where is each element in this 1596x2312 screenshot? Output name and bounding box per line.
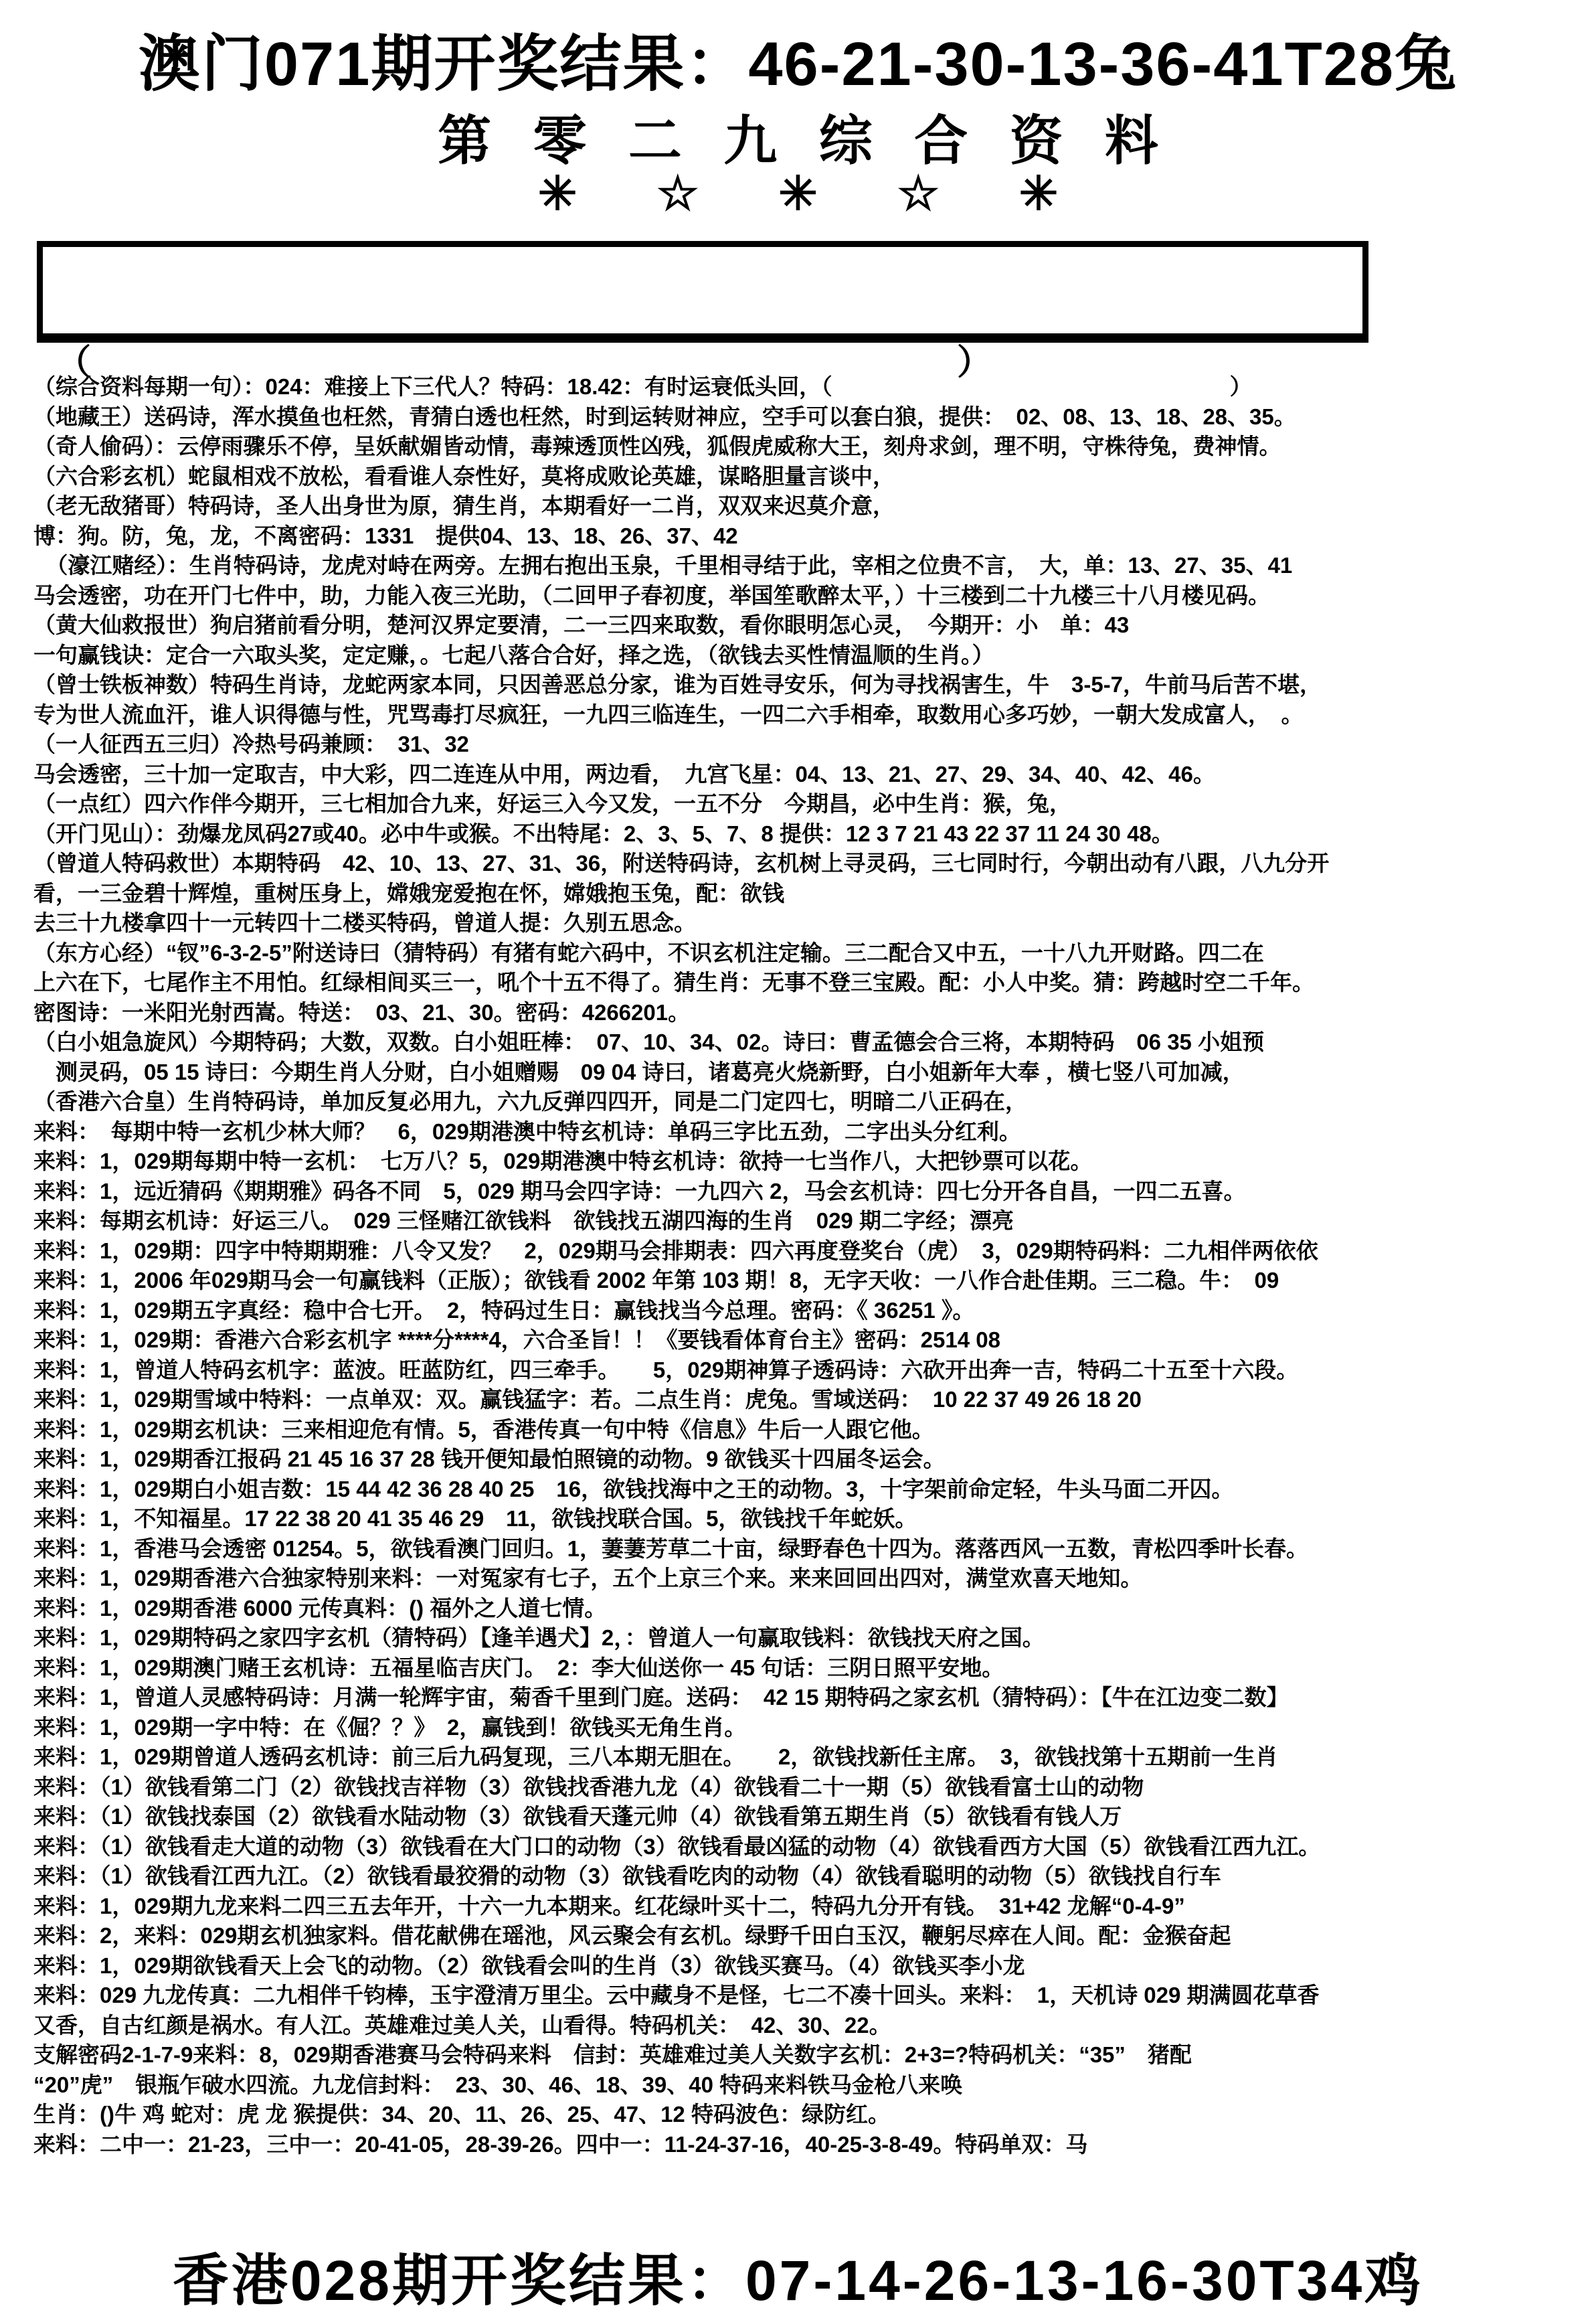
solid-star-icon: ✳ — [778, 167, 897, 220]
text-line: （奇人偷码）：云停雨骤乐不停，呈妖献媚皆动情，毒辣透顶性凶残，狐假虎威称大王，刻舟求剑，理不明，守株待兔，费神情。 — [33, 434, 1281, 459]
text-line: 来料：1，029期特码之家四字玄机（猜特码）【逢羊遇犬】2，：曾道人一句赢取钱料：欲钱找天府之国。 — [33, 1625, 1045, 1650]
hk-result-footer: 香港028期开奖结果：07-14-26-13-16-30T34鸡 — [172, 2249, 1424, 2312]
text-line: 来料：1，曾道人特码玄机字：蓝波。旺蓝防红，四三牵手。 5，029期神算子透码诗：六砍开出奔一吉，特码二十五至十六段。 — [33, 1357, 1299, 1382]
text-line: 来料： 每期中特一玄机少林大师？ 6，029期港澳中特玄机诗：单码三字比五劲，二字出头分红利。 — [33, 1119, 1021, 1144]
notice-box — [37, 241, 1368, 343]
text-line: （曾道人特码救世）本期特码 42、10、13、27、31、36，附送特码诗，玄机树上寻灵码，三七同时行，今朝出动有八跟，八九分开 — [33, 851, 1330, 876]
text-line: 来料：1，029期：香港六合彩玄机字 ****分****4，六合圣旨！！《要钱看体育台主》密码：2514 08 — [33, 1327, 1000, 1352]
text-line: （白小姐急旋风）今期特码；大数，双数。白小姐旺棒： 07、10、34、02。诗曰：曹孟德会合三将，本期特码 06 35 小姐预 — [33, 1029, 1265, 1054]
text-line: 来料：1，029期一字中特：在《倔？？》 2，赢钱到！欲钱买无角生肖。 — [33, 1714, 747, 1740]
text-line: （老无敌猪哥）特码诗，圣人出身世为原，猜生肖，本期看好一二肖，双双来迟莫介意， — [33, 493, 895, 518]
text-line: 来料：1，029期雪域中特料：一点单双：双。赢钱猛字：若。二点生肖：虎兔。雪域送码： 10 22 37 49 26 18 20 — [33, 1387, 1142, 1412]
text-line: （开门见山）：劲爆龙凤码27或40。必中牛或猴。不出特尾：2、3、5、7、8 提供：12 3 7 21 43 22 37 11 24 30 48。 — [33, 821, 1174, 846]
outline-star-icon: ☆ — [656, 167, 779, 220]
text-line: 来料：1，029期玄机诀：三来相迎危有情。5，香港传真一句中特《信息》牛后一人跟它他。 — [33, 1416, 934, 1442]
text-line: 来料：1，029期白小姐吉数：15 44 42 36 28 40 25 16，欲钱找海中之王的动物。3，十字架前命定轻，牛头马面二开囚。 — [33, 1476, 1234, 1501]
text-line: 来料：（1）欲钱看走大道的动物（3）欲钱看在大门口的动物（3）欲钱看最凶猛的动物（4）欲钱看西方大国（5）欲钱看江西九江。 — [33, 1833, 1321, 1859]
outline-star-icon: ☆ — [897, 167, 1019, 220]
text-line: 来料：1，029期：四字中特期期雅：八令又发？ 2，029期马会排期表：四六再度登奖台（虎） 3，029期特码料：二九相伴两依依 — [33, 1238, 1318, 1263]
paren-left: （ — [56, 343, 92, 382]
solid-star-icon: ✳ — [1018, 167, 1138, 220]
text-line: 来料：每期玄机诗：好运三八。 029 三怪赌江欲钱料 欲钱找五湖四海的生肖 029 期二字经；漂亮 — [33, 1208, 1014, 1233]
macau-result-title: 澳门071期开奖结果：46-21-30-13-36-41T28兔 — [138, 30, 1458, 98]
text-line: 来料：（1）欲钱看第二门（2）欲钱找吉祥物（3）欲钱找香港九龙（4）欲钱看二十一期（5）欲钱看富士山的动物 — [33, 1774, 1144, 1799]
text-line: （黄大仙救报世）狗启猪前看分明，楚河汉界定要清，二一三四来取数，看你眼明怎心灵， 今期开：小 单：43 — [33, 612, 1130, 637]
text-line: 来料：1，029期曾道人透码玄机诗：前三后九码复现，三八本期无胆在。 2，欲钱找新任主席。 3，欲钱找第十五期前一生肖 — [33, 1744, 1278, 1769]
text-line: 来料：二中一：21-23，三中一：20-41-05，28-39-26。四中一：11-24-37-16，40-25-3-8-49。特码单双：马 — [33, 2131, 1088, 2157]
text-line: （东方心经）“钗”6-3-2-5”附送诗曰（猜特码）有猪有蛇六码中，不识玄机注定输。三二配合又中五，一十八九开财路。四二在 — [33, 940, 1264, 965]
text-line: 测灵码，05 15 诗曰：今期生肖人分财，白小姐赠赐 09 04 诗曰，诸葛亮火烧新野，白小姐新年大奉 ，横七竖八可加减， — [33, 1059, 1245, 1084]
text-line: 来料：1，029期九龙来料二四三五去年开，十六一九本期来。红花绿叶买十二，特码九分开有钱。 31+42 龙解“0-4-9” — [33, 1893, 1185, 1918]
text-line: 来料：（1）欲钱看江西九江。（2）欲钱看最狡猾的动物（3）欲钱看吃肉的动物（4）欲钱看聪明的动物（5）欲钱找自行车 — [33, 1864, 1221, 1888]
text-line: （香港六合皇）生肖特码诗，单加反复必用九，六九反弹四四开，同是二门定四七，明暗二八正码在， — [33, 1089, 1027, 1114]
text-line: 来料：1，029期香港六合独家特别来料：一对冤家有七子，五个上京三个来。来来回回出四对，满堂欢喜天地知。 — [33, 1566, 1143, 1590]
text-line: 来料：1，029期香江报码 21 45 16 37 28 钱开便知最怕照镜的动物。9 欲钱买十四届冬运会。 — [33, 1447, 946, 1471]
text-line: 来料：1，029期香港 6000 元传真料：() 福外之人道七情。 — [33, 1595, 607, 1621]
text-line: 博：狗。防，兔，龙，不离密码：1331 提供04、13、18、26、37、42 — [33, 523, 738, 548]
text-line: 去三十九楼拿四十一元转四十二楼买特码，曾道人提：久别五思念。 — [33, 910, 696, 935]
text-line: （曾士铁板神数）特码生肖诗，龙蛇两家本同，只因善恶总分家，谁为百姓寻安乐，何为寻找祸害生，牛 3-5-7，牛前马后苦不堪， — [33, 672, 1322, 697]
text-line: 上六在下，七尾作主不用怕。红绿相间买三一，吼个十五不得了。猜生肖：无事不登三宝殿。配：小人中奖。猜：跨越时空二千年。 — [33, 970, 1314, 995]
text-line: 来料：1，029期五字真经：稳中合七开。 2，特码过生日：赢钱找当今总理。密码：《 36251 》。 — [33, 1297, 975, 1323]
text-line: 看，一三金碧十辉煌，重树压身上，嫦娥宠爱抱在怀，嫦娥抱玉兔，配：欲钱 — [33, 880, 784, 906]
text-line: 来料：1，029期每期中特一玄机： 七万八？5，029期港澳中特玄机诗：欲持一七当作八，大把钞票可以花。 — [33, 1149, 1093, 1173]
paren-right: ） — [957, 343, 992, 382]
text-line: 来料：1，不知福星。17 22 38 20 41 35 46 29 11，欲钱找联合国。5，欲钱找千年蛇妖。 — [33, 1506, 917, 1531]
text-line: “20”虎” 银瓶乍破水四流。九龙信封料： 23、30、46、18、39、40 特码来料铁马金枪八来唤 — [33, 2072, 963, 2097]
text-line: 来料：2，来料：029期玄机独家料。借花献佛在瑶池，风云聚会有玄机。绿野千田白玉汉，鞭躬尽瘁在人间。配：金猴奋起 — [33, 1923, 1231, 1948]
decor-stars — [0, 166, 1596, 221]
text-line: 马会透密，三十加一定取吉，中大彩，四二连连从中用，两边看， 九宫飞星：04、13、21、27、29、34、40、42、46。 — [33, 761, 1215, 787]
text-line: 马会透密，功在开门七件中，助，力能入夜三光助，（二回甲子春初度，举国笙歌醉太平，）十三楼到二十九楼三十八月楼见码。 — [33, 582, 1270, 608]
text-line: 来料：1，远近猜码《期期雅》码各不同 5，029 期马会四字诗：一九四六 2，马会玄机诗：四七分开各自昌，一四二五喜。 — [33, 1178, 1246, 1204]
text-line: 来料：029 九龙传真：二九相伴千钧棒，玉宇澄清万里尘。云中藏身不是怪，七二不凑十回头。来料： 1，天机诗 029 期满圆花草香 — [33, 1983, 1320, 2007]
text-line: 来料：1，2006 年029期马会一句赢钱料（正版）；欲钱看 2002 年第 103 期！8，无字天收：一八作合赴佳期。三二稳。牛： 09 — [33, 1268, 1279, 1293]
text-line: （六合彩玄机）蛇鼠相戏不放松，看看谁人奈性好，莫将成败论英雄，谋略胆量言谈中， — [33, 463, 895, 489]
text-line: （综合资料每期一句）：024：难接上下三代人？特码：18.42：有时运衰低头回，（ ） — [33, 374, 1252, 399]
text-line: 专为世人流血汗，谁人识得德与性，咒骂毒打尽疯狂，一九四三临连生，一四二六手相牵，取数用心多巧妙，一朝大发成富人， 。 — [33, 701, 1304, 727]
issue-title: 第零二九综合资料 — [438, 111, 1201, 171]
text-line: 来料：1，香港马会透密 01254。5，欲钱看澳门回归。1，萋萋芳草二十亩，绿野春色十四为。落落西风一五数，青松四季叶长春。 — [33, 1536, 1308, 1561]
text-line: 又香，自古红颜是祸水。有人江。英雄难过美人关，山看得。特码机关： 42、30、22。 — [33, 2012, 891, 2038]
text-line: （一点红）四六作伴今期开，三七相加合九来，好运三入今又发，一五不分 今期昌，必中生肖：猴，兔， — [33, 791, 1071, 816]
text-line: 来料：（1）欲钱找泰国（2）欲钱看水陆动物（3）欲钱看天蓬元帅（4）欲钱看第五期生肖（5）欲钱看有钱人万 — [33, 1804, 1122, 1829]
text-line: 来料：1，029期欲钱看天上会飞的动物。（2）欲钱看会叫的生肖（3）欲钱买赛马。（4）欲钱买李小龙 — [33, 1953, 1025, 1978]
text-line: （濠江赌经）：生肖特码诗，龙虎对峙在两旁。左拥右抱出玉泉，千里相寻结于此，宰相之位贵不言， 大，单：13、27、35、41 — [33, 553, 1293, 578]
text-line: 密图诗：一米阳光射西嵩。特送： 03、21、30。密码：4266201。 — [33, 999, 691, 1025]
text-line: 生肖：()牛 鸡 蛇对：虎 龙 猴提供：34、20、11、26、25、47、12 特码波色：绿防红。 — [33, 2102, 890, 2127]
text-line: 来料：1，029期澳门赌王玄机诗：五福星临吉庆门。 2：李大仙送你一 45 句话：三阴日照平安地。 — [33, 1655, 1004, 1680]
text-line: 一句赢钱诀：定合一六取头奖，定定赚，。七起八落合合好，择之选，（欲钱去买性情温顺的生肖。） — [33, 642, 994, 667]
text-line: （一人征西五三归）冷热号码兼顾： 31、32 — [33, 732, 469, 756]
text-line: 来料：1，曾道人灵感特码诗：月满一轮辉宇宙，菊香千里到门庭。送码： 42 15 期特码之家玄机（猜特码）：【牛在江边变二数】 — [33, 1685, 1289, 1710]
solid-star-icon: ✳ — [537, 167, 657, 220]
content-lines — [33, 372, 1586, 2159]
text-line: 支解密码2-1-7-9来料：8，029期香港赛马会特码来料 信封：英雄难过美人关数字玄机：2+3=?特码机关：“35” 猪配 — [33, 2042, 1192, 2067]
text-line: （地藏王）送码诗，浑水摸鱼也枉然，青猜白透也枉然，时到运转财神应，空手可以套白狼，提供： 02、08、13、18、28、35。 — [33, 404, 1296, 429]
